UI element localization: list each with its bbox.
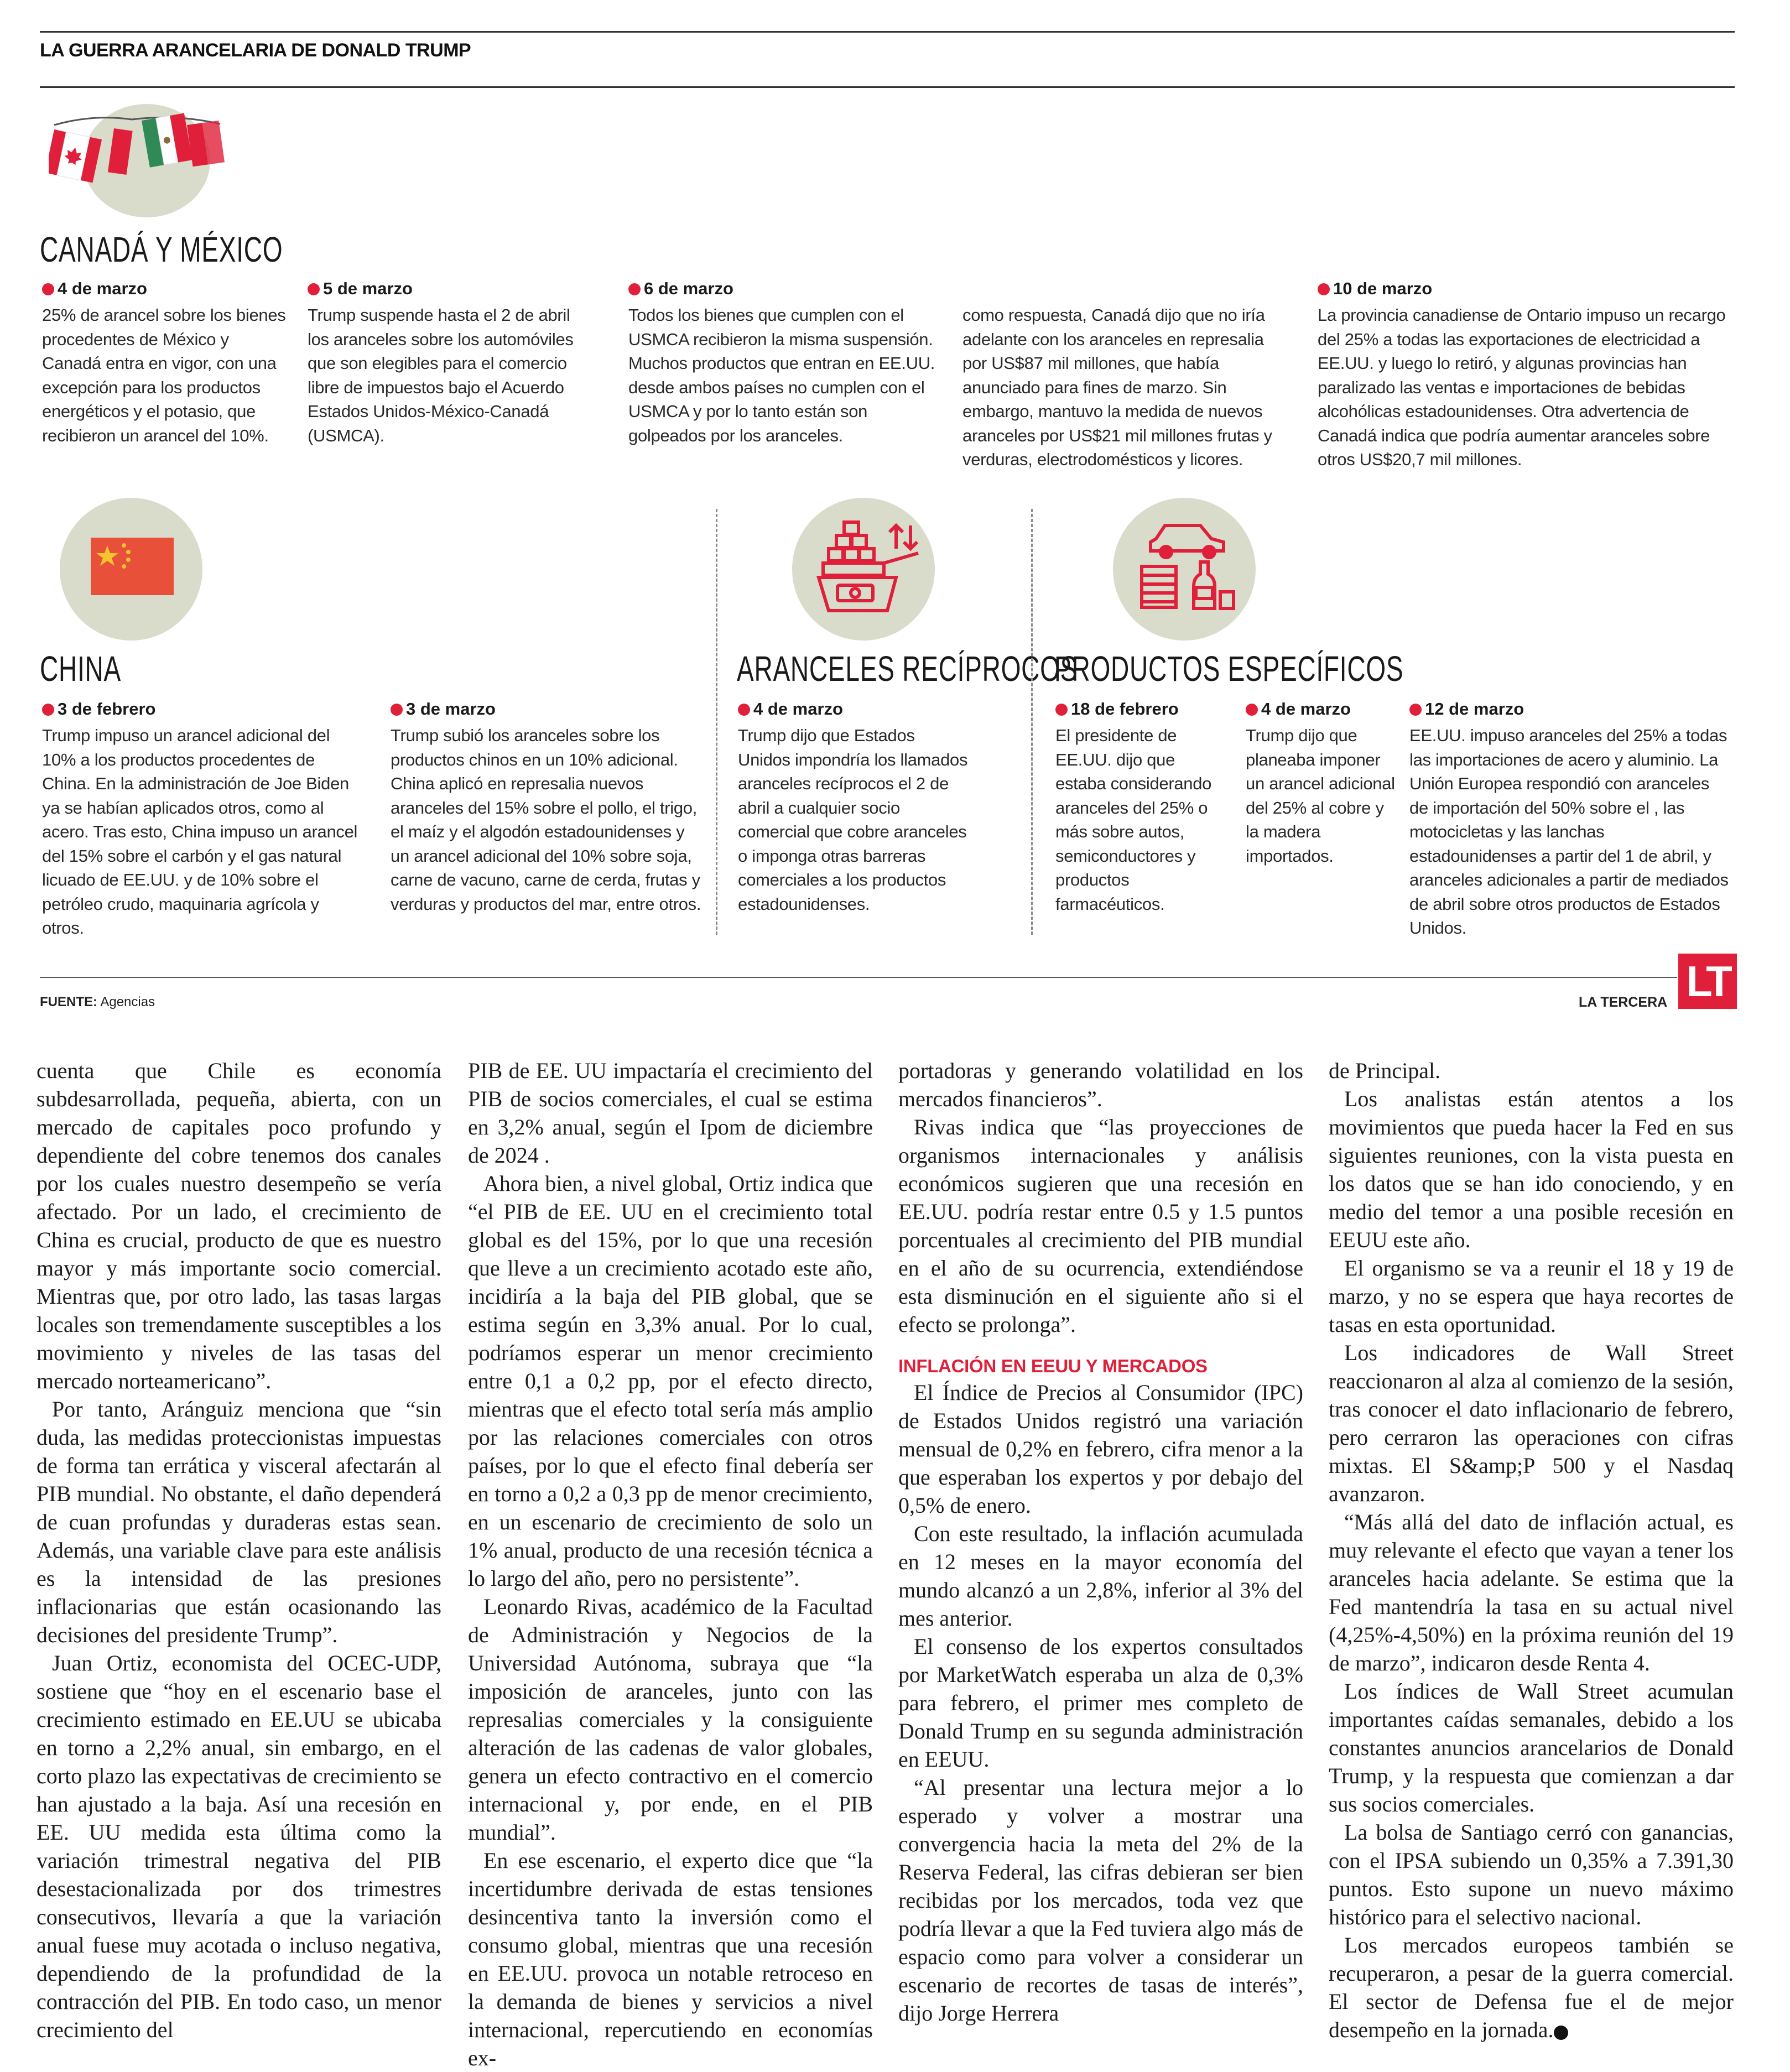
cm-event-1-text: 25% de arancel sobre los bienes procedentes de México y Canadá entra en vigor, con una excepción para los productos energéticos y el potasio, que recibieron un arancel del 10%.	[42, 305, 286, 445]
infographic-bottom-rule	[40, 977, 1677, 978]
especificos-event-1-text: El presidente de EE.UU. dijo que estaba considerando aranceles del 25% o más sobre autos, semiconductores y productos farmacéuticos.	[1055, 726, 1212, 914]
china-title: CHINA	[40, 649, 121, 689]
china-event-2-text: Trump subió los aranceles sobre los productos chinos en un 10% adicional. China aplicó en represalia nuevos aranceles del 15% sobre el pollo, el trigo, el maíz y el algodón estadounidenses y un arancel adicional del 10% sobre soja, carne de vacuno, carne de cerda, frutas y verduras y productos del mar, entre otros.	[391, 726, 701, 914]
cm-event-3-text: Todos los bienes que cumplen con el USMCA recibieron la misma suspensión. Muchos productos que entran en EE.UU. desde ambos países no cumplen con el USMCA y por lo tanto están son golpeados por los aranceles.	[628, 305, 935, 445]
car-timber-bottle-icon	[1128, 509, 1245, 619]
article-column-1	[37, 1056, 441, 2044]
bullet-dot	[1246, 704, 1258, 716]
header-rule	[40, 86, 1735, 88]
china-event-2-date: 3 de marzo	[391, 699, 496, 719]
cm-event-4-date: 10 de marzo	[1318, 279, 1432, 299]
cm-event-3-date: 6 de marzo	[628, 279, 733, 299]
canada-mexico-title: CANADÁ Y MÉXICO	[40, 230, 283, 269]
brand-name: LA TERCERA	[1579, 995, 1668, 1010]
article-last-sentence: Los mercados europeos también se recuperaron, a pesar de la guerra comercial. El sector de Defensa fue el de mejor desempeño en la jornada.	[1329, 1933, 1734, 2042]
article-paragraph: Rivas indica que “las proyecciones de organismos internacionales y análisis económicos sugieren que una recesión en EE.UU. podría restar entre 0.5 y 1.5 puntos porcentuales al crecimiento del PIB mundial en el año de su ocurrencia, extendiéndose esta disminución en el siguiente año si el efecto se prolonga”.	[898, 1115, 1303, 1337]
especificos-event-2-date: 4 de marzo	[1246, 699, 1351, 719]
especificos-event-3-date: 12 de marzo	[1409, 699, 1524, 719]
article-paragraph: El organismo se va a reunir el 18 y 19 de marzo, y no se espera que haya recortes de tasas en esta oportunidad.	[1329, 1256, 1734, 1337]
article-paragraph: cuenta que Chile es economía subdesarrollada, pequeña, abierta, con un mercado de capitales poco profundo y dependiente del cobre tenemos dos canales por los cuales nuestro desempeño se vería afectado. Por un lado, el crecimiento de China es crucial, producto de que es nuestro mayor y más importante socio comercial. Mientras que, por otro lado, las tasas largas locales son tremendamente susceptibles a los movimiento y niveles de las tasas del mercado norteamericano”.	[37, 1058, 441, 1393]
cm-event-2-text: Trump suspende hasta el 2 de abril los aranceles sobre los automóviles que son elegibles para el comercio libre de impuestos bajo el Acuerdo Estados Unidos-México-Canadá (USMCA).	[308, 305, 574, 445]
end-mark-icon: P	[1554, 2026, 1568, 2040]
especificos-event-3-text: EE.UU. impuso aranceles del 25% a todas las importaciones de acero y aluminio. La Unión Europea respondió con aranceles de importación del 50% sobre el , las motocicletas y las lanchas estadounidenses a partir del 1 de abril, y aranceles adicionales a partir de mediados de abril sobre otros productos de Estados Unidos.	[1409, 726, 1729, 938]
article-paragraph: El Índice de Precios al Consumidor (IPC) de Estados Unidos registró una variación mensual de 0,2% en febrero, cifra menor a la que esperaban los expertos y por debajo del 0,5% de enero.	[898, 1380, 1303, 1518]
china-event-1-date: 3 de febrero	[42, 699, 155, 719]
article-paragraph: Los analistas están atentos a los movimientos que pueda hacer la Fed en sus siguientes reuniones, con la vista puesta en los datos que se han ido conociendo, y en medio del temor a una posible recesión en EEUU este año.	[1329, 1086, 1734, 1252]
cm-event-1-date: 4 de marzo	[42, 279, 147, 299]
article-paragraph: Juan Ortiz, economista del OCEC-UDP, sostiene que “hoy en el escenario base el crecimiento estimado en EE.UU se ubicaba en torno a 2,2% anual, sin embargo, en el corto plazo las expectativas de crecimiento se han ajustado a la baja. Así una recesión en EE. UU medida esta última como la variación trimestral negativa del PIB desestacionalizada por dos trimestres consecutivos, llevaría a que la variación anual fuese muy acotada o incluso negativa, dependiendo de la profundidad de la contracción del PIB. En todo caso, un menor crecimiento del	[37, 1651, 441, 2042]
canada-mexico-flags-icon	[49, 108, 226, 197]
especificos-title: PRODUCTOS ESPECÍFICOS	[1054, 649, 1404, 689]
article-paragraph: PIB de EE. UU impactaría el crecimiento del PIB de socios comerciales, el cual se estima en 3,2% anual, según el Ipom de diciembre de 2024 .	[468, 1058, 873, 1168]
reciprocos-title: ARANCELES RECÍPROCOS	[737, 649, 1078, 689]
section-divider	[1031, 509, 1033, 935]
article-paragraph: La bolsa de Santiago cerró con ganancias, con el IPSA subiendo un 0,35% a 7.391,30 puntos. Esto supone un nuevo máximo histórico para el selectivo nacional.	[1329, 1820, 1734, 1929]
especificos-event-1-date: 18 de febrero	[1055, 699, 1179, 719]
article-subhead: INFLACIÓN EN EEUU Y MERCADOS	[898, 1356, 1208, 1376]
article-paragraph: El consenso de los expertos consultados por MarketWatch esperaba un alza de 0,3% para febrero, el primer mes completo de Donald Trump en su segunda administración en EEUU.	[898, 1634, 1303, 1772]
source-credit: FUENTE: Agencias	[40, 995, 155, 1009]
bullet-dot	[308, 283, 320, 295]
article-paragraph: “Más allá del dato de inflación actual, es muy relevante el efecto que vayan a tener los aranceles hacia adelante. Se estima que la Fed mantendría la tasa en su actual nivel (4,25%-4,50%) en la próxima reunión del 19 de marzo”, indicaron desde Renta 4.	[1329, 1509, 1734, 1675]
article-paragraph: En ese escenario, el experto dice que “la incertidumbre derivada de estas tensiones desincentiva tanto la inversión como el consumo global, mientras que una recesión en EE.UU. provoca un notable retroceso en la demanda de bienes y servicios a nivel internacional, repercutiendo en economías ex-	[468, 1848, 873, 2070]
article-column-2	[468, 1056, 873, 2072]
top-rule	[40, 31, 1735, 33]
bullet-dot	[391, 704, 403, 716]
article-paragraph: portadoras y generando volatilidad en los mercados financieros”.	[898, 1058, 1303, 1111]
article-paragraph: Leonardo Rivas, académico de la Facultad de Administración y Negocios de la Universidad Autónoma, subraya que “la imposición de aranceles, junto con las represalias comerciales y la consiguiente alteración de las cadenas de valor globales, genera un efecto contractivo en el comercio internacional y, por ende, en el PIB mundial”.	[468, 1594, 873, 1845]
article-paragraph: Los indicadores de Wall Street reaccionaron al alza al comienzo de la sesión, tras conocer el dato inflacionario de febrero, pero cerraron las operaciones con cifras mixtas. El S&amp;P 500 y el Nasdaq avanzaron.	[1329, 1340, 1734, 1506]
china-event-1-text: Trump impuso un arancel adicional del 10% a los productos procedentes de China. En la administración de Joe Biden ya se habían aplicados otros, como al acero. Tras esto, China impuso un arancel del 15% sobre el carbón y el gas natural licuado de EE.UU. y de 10% sobre el petróleo crudo, maquinaria agrícola y otros.	[42, 726, 358, 938]
especificos-event-2-text: Trump dijo que planeaba imponer un arancel adicional del 25% al cobre y la madera importados.	[1246, 726, 1395, 866]
la-tercera-logo: LT	[1678, 954, 1737, 1009]
bullet-dot	[1409, 704, 1422, 716]
bullet-dot	[42, 283, 54, 295]
article-column-3	[898, 1056, 1303, 2027]
bullet-dot	[42, 704, 54, 716]
article-column-4	[1329, 1056, 1734, 2044]
cm-event-2-date: 5 de marzo	[308, 279, 413, 299]
article-paragraph: Por tanto, Aránguiz menciona que “sin duda, las medidas proteccionistas impuestas de forma tan errática y visceral afectarán al PIB mundial. No obstante, el daño dependerá de cuan profundas y duraderas estas sean. Además, una variable clave para este análisis es la intensidad de las presiones inflacionarias que están ocasionando las decisiones del presidente Trump”.	[37, 1397, 441, 1647]
article-paragraph	[1329, 1931, 1734, 2044]
article-paragraph: Los índices de Wall Street acumulan importantes caídas semanales, debido a los constantes anuncios arancelarios de Donald Trump, y la respuesta que comienzan a dar sus socios comerciales.	[1329, 1679, 1734, 1816]
reciprocos-event-1-text: Trump dijo que Estados Unidos impondría los llamados aranceles recíprocos el 2 de abril a cualquier socio comercial que cobre aranceles o imponga otras barreras comerciales a los productos estadounidenses.	[738, 726, 968, 914]
bullet-dot	[628, 283, 641, 295]
cargo-ship-icon	[813, 514, 924, 619]
article-paragraph: Con este resultado, la inflación acumulada en 12 meses en la mayor economía del mundo alcanzó a un 2,8%, inferior al 3% del mes anterior.	[898, 1521, 1303, 1631]
cm-event-3-continuation: como respuesta, Canadá dijo que no iría adelante con los aranceles en represalia por US$87 mil millones, que había anunciado para fines de marzo. Sin embargo, mantuvo la medida de nuevos aranceles por US$21 mil millones frutas y verduras, electrodomésticos y licores.	[962, 305, 1272, 469]
article-paragraph: de Principal.	[1329, 1058, 1441, 1083]
bullet-dot	[1318, 283, 1330, 295]
article-paragraph: “Al presentar una lectura mejor a lo esperado y volver a mostrar una convergencia hacia la meta del 2% de la Reserva Federal, las cifras debieran ser bien recibidas por los mercados, toda vez que podría llevar a que la Fed tuviera algo más de espacio como para volver a considerar un escenario de recortes de tasas de interés”, dijo Jorge Herrera	[898, 1775, 1303, 2026]
bullet-dot	[1055, 704, 1068, 716]
section-divider	[716, 509, 717, 935]
page-header-title: LA GUERRA ARANCELARIA DE DONALD TRUMP	[40, 40, 471, 61]
china-flag-icon	[91, 538, 174, 595]
reciprocos-event-1-date: 4 de marzo	[738, 699, 843, 719]
bullet-dot	[738, 704, 750, 716]
cm-event-4-text: La provincia canadiense de Ontario impuso un recargo del 25% a todas las exportaciones de electricidad a EE.UU. y luego lo retiró, y algunas provincias han paralizado las ventas e importaciones de bebidas alcohólicas estadounidenses. Otra advertencia de Canadá indica que podría aumentar aranceles sobre otros US$20,7 mil millones.	[1318, 305, 1726, 469]
article-paragraph: Ahora bien, a nivel global, Ortiz indica que “el PIB de EE. UU en el crecimiento total global es del 15%, por lo que una recesión que lleve a un crecimiento acotado este año, incidiría a la baja del PIB global, que se estima según en 3,3% anual. Por lo cual, podríamos esperar un menor crecimiento entre 0,1 a 0,2 pp, por el efecto directo, mientras que el efecto total sería más amplio por las relaciones comerciales con otros países, por lo que el efecto final debería ser en torno a 0,2 a 0,3 pp de menor crecimiento, en un escenario de crecimiento de solo un 1% anual, producto de una recesión técnica a lo largo del año, pero no persistente”.	[468, 1171, 873, 1591]
